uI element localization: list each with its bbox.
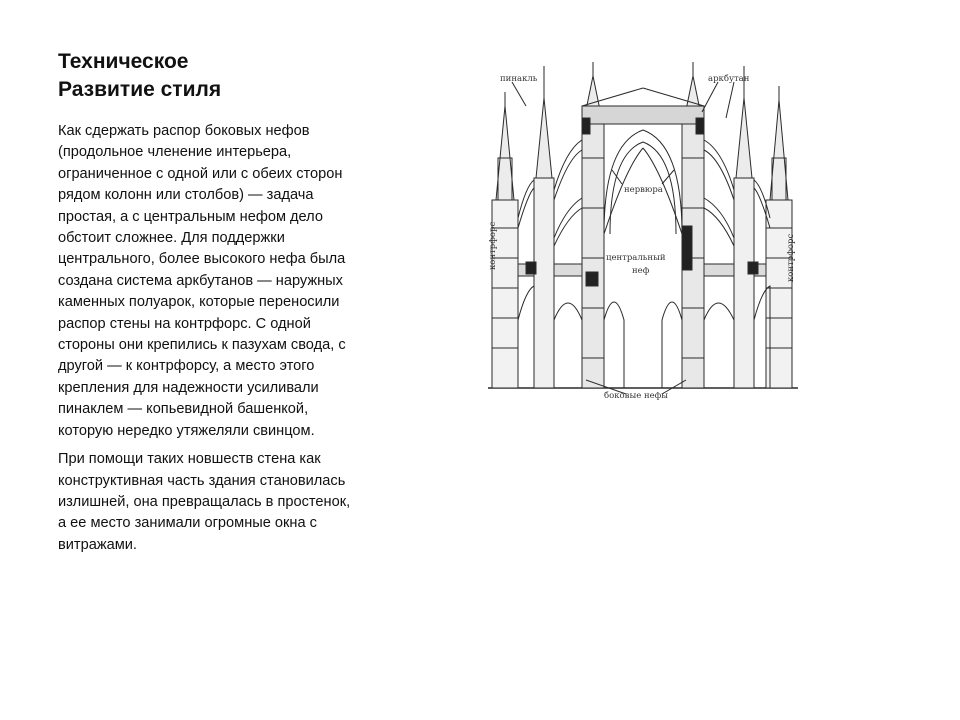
paragraph-1: Как сдержать распор боковых нефов (продольное членение интерьера, ограниченное с одной или с обеих сторон рядом колонн или столбов) — задача простая, а с центральным нефом дело обстоит сложнее. Для поддержки центрального, более высокого нефа была создана система аркбутанов — наружных каменных полуарок, которые переносили распор стены на контрфорс. С одной стороны они крепились к пазухам свода, с другой — к контрфорсу, а место этого крепления для надежности усиливали пинаклем — копьевидной башенкой, которую нередко утяжеляли свинцом. [58, 123, 346, 439]
body-text [58, 121, 358, 563]
label-buttress-right: контрфорс [786, 233, 796, 282]
paragraph-2: При помощи таких новшеств стена как конструктивная часть здания становилась излишней, она превращалась в простенок, а ее место занимали огромные окна с витражами. [58, 451, 351, 553]
label-flying-buttress: аркбутан [708, 74, 750, 84]
label-buttress-left: контрфорс [488, 221, 498, 270]
label-nervure: нервюра [624, 185, 663, 195]
cathedral-cross-section-drawing [486, 58, 802, 402]
slide-title [58, 48, 378, 104]
label-central-nave-1: центральный [606, 253, 666, 263]
label-pinnacle: пинакль [500, 74, 538, 84]
label-side-naves: боковые нефы [604, 391, 669, 401]
title-line-1: Техническое [58, 50, 189, 73]
label-central-nave-2: неф [632, 266, 650, 276]
title-line-2: Развитие стиля [58, 78, 222, 101]
cathedral-cross-section-figure [486, 58, 802, 402]
